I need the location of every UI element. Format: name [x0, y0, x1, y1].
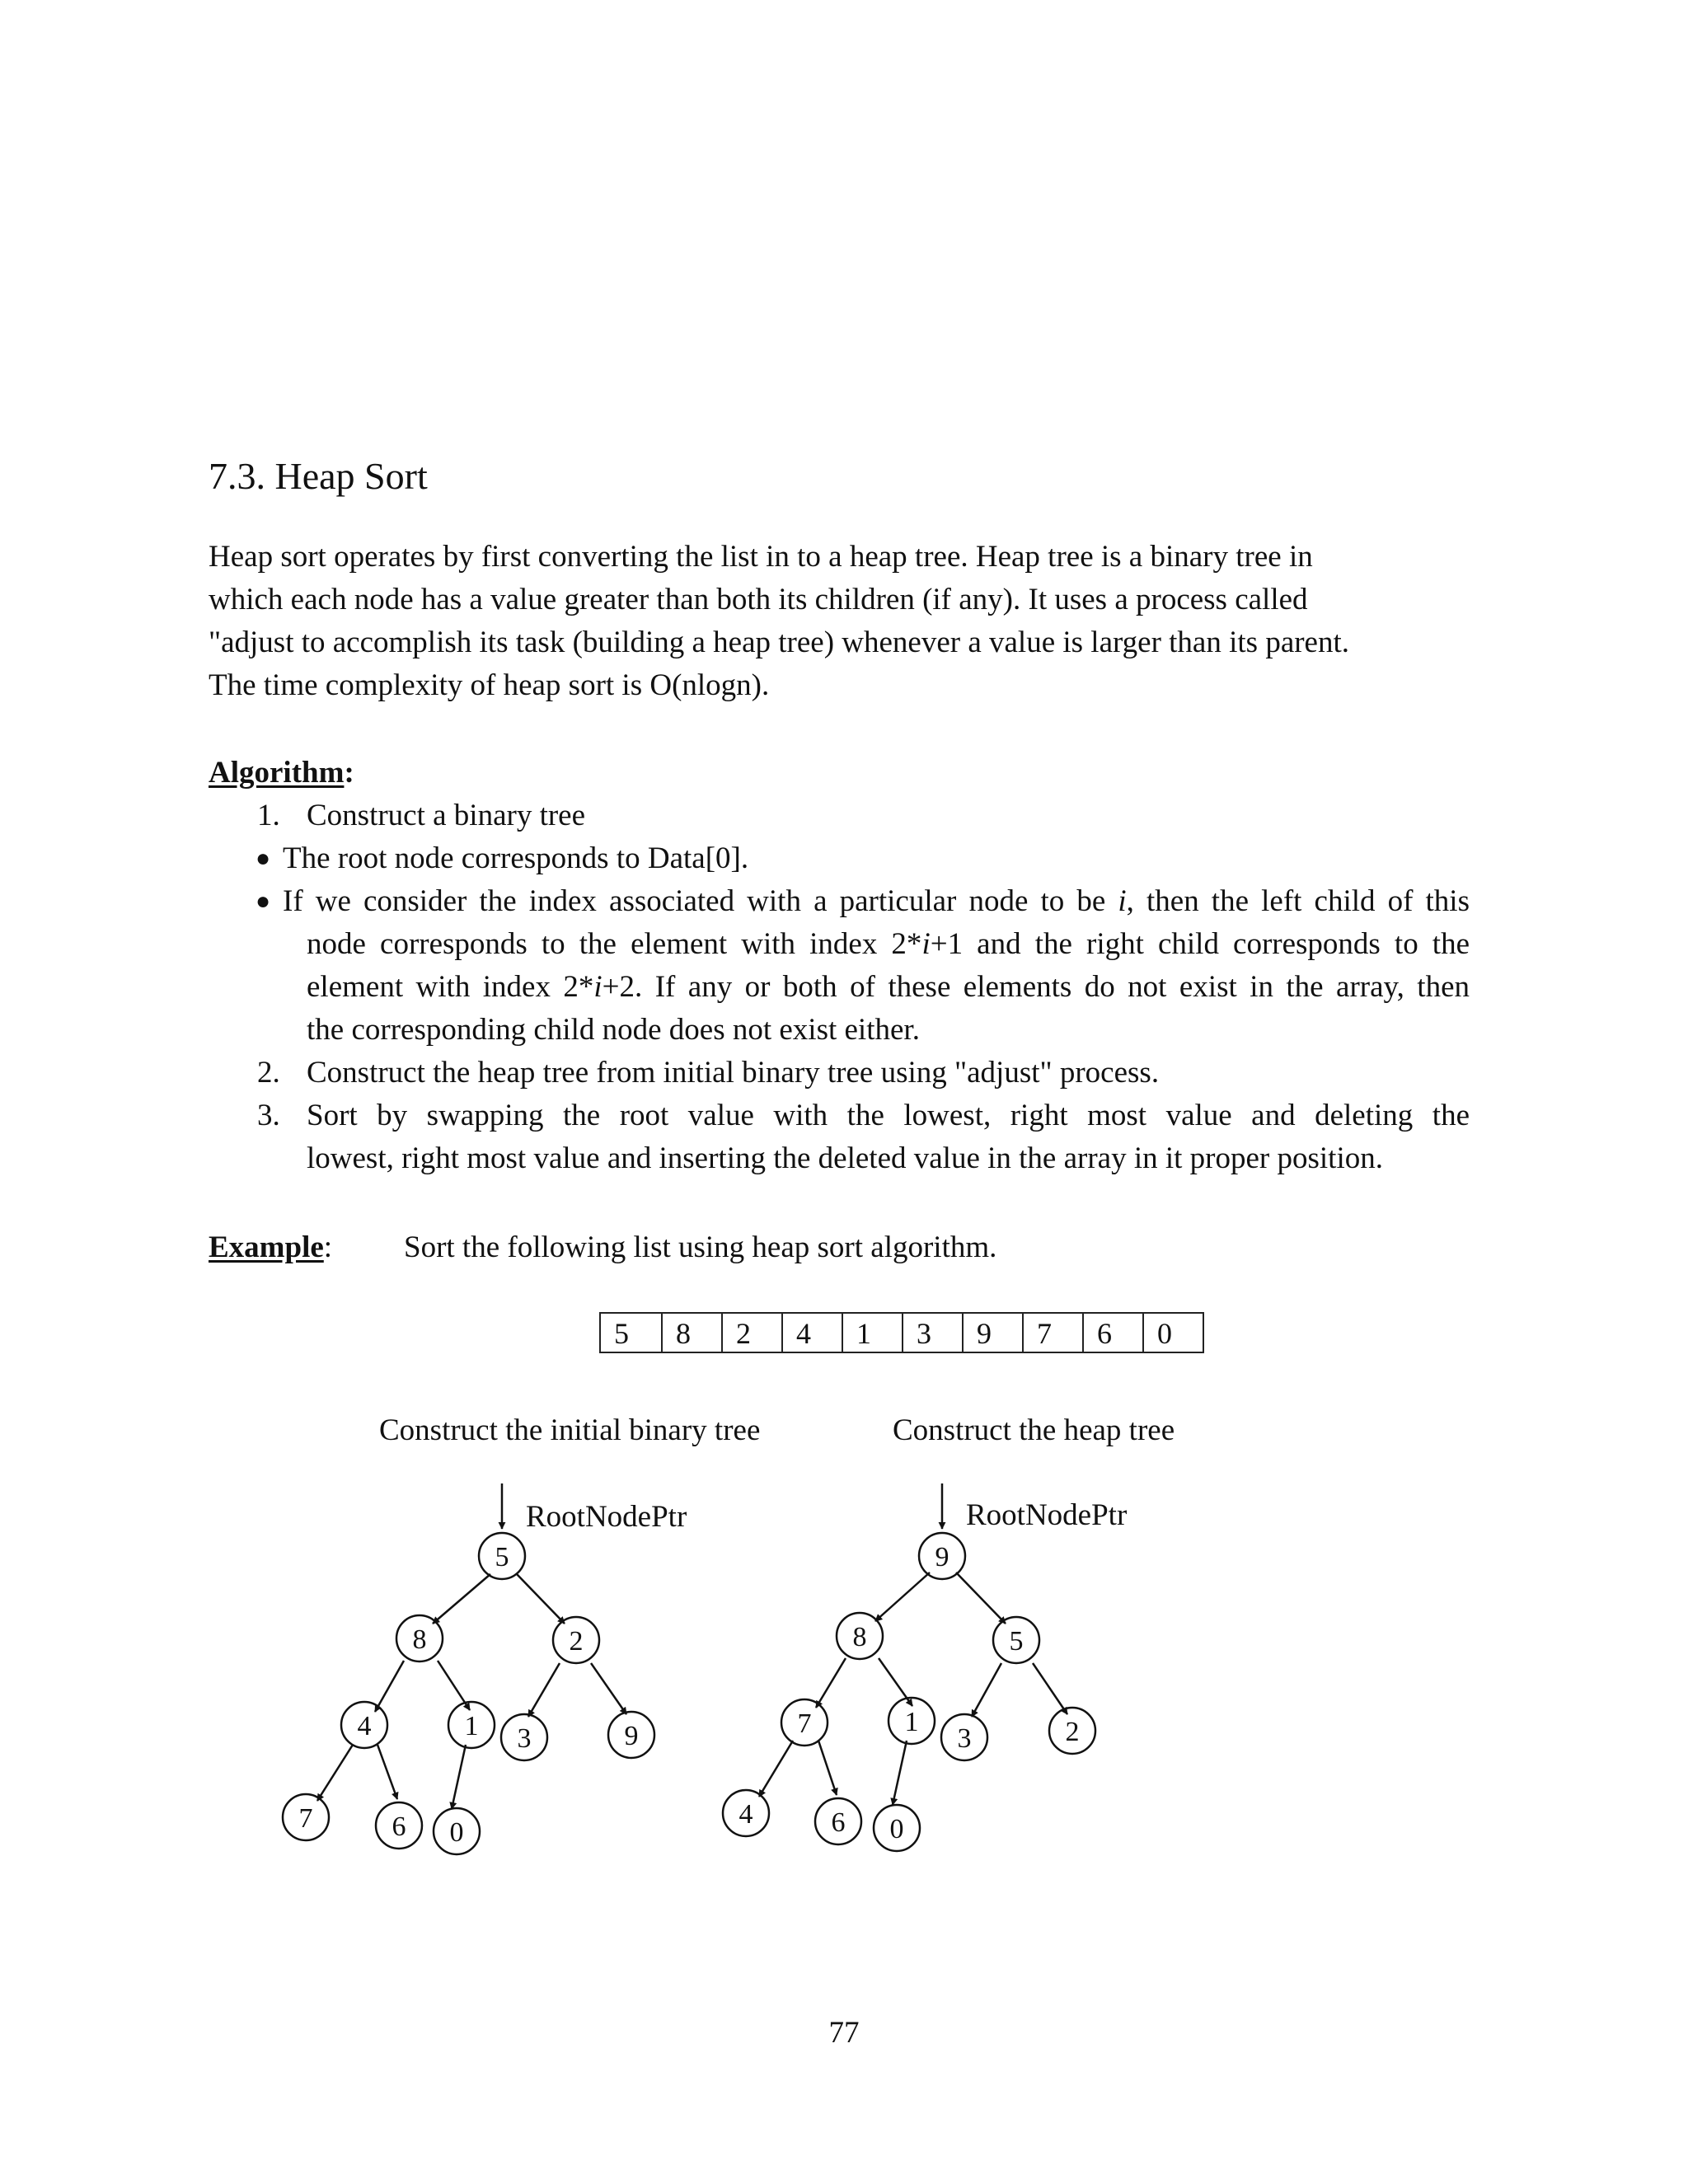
tree-node-label: 8 [852, 1622, 867, 1652]
array-cell: 0 [1144, 1312, 1204, 1353]
bullet-2-line-3-b: +2. If any or both of these elements do not exist in the array, then [602, 970, 1470, 1004]
example-colon: : [323, 1230, 333, 1264]
intro-line-3: "adjust to accomplish its task (building a heap tree) whenever a value is larger than its parent. [209, 626, 1350, 659]
step-3-line-1: Sort by swapping the root value with the lowest, right most value and deleting the [307, 1099, 1470, 1132]
tree-edge [377, 1745, 397, 1799]
heap-tree-caption: Construct the heap tree [893, 1413, 1175, 1447]
bullet-2-line-4: the corresponding child node does not exist either. [307, 1013, 920, 1047]
tree-node-label: 1 [904, 1707, 919, 1737]
tree-node-label: 2 [569, 1626, 584, 1657]
bullet-2-line-2-b: +1 and the right child corresponds to the [930, 927, 1470, 961]
step-3-number: 3. [257, 1099, 280, 1132]
array-cell: 9 [964, 1312, 1024, 1353]
tree-edge [818, 1741, 837, 1795]
tree-edge [433, 1574, 490, 1624]
root-pointer-label: RootNodePtr [966, 1498, 1128, 1532]
tree-node-label: 9 [624, 1721, 639, 1751]
bullet-2-text-b: , then the left child of this [1126, 884, 1470, 918]
heap-tree-labels [739, 1498, 1128, 1844]
tree-edge [759, 1741, 793, 1797]
section-title: 7.3. Heap Sort [209, 455, 428, 497]
index-variable: i [1118, 884, 1127, 918]
tree-edge [517, 1574, 565, 1624]
algorithm-heading-text: Algorithm [209, 756, 345, 790]
step-1-text: Construct a binary tree [307, 799, 586, 832]
tree-edge [816, 1658, 846, 1708]
tree-edge [875, 1572, 930, 1621]
index-variable: i [921, 927, 931, 961]
page-number: 77 [828, 2016, 860, 2050]
step-2-number: 2. [257, 1056, 280, 1090]
array-cell: 7 [1024, 1312, 1084, 1353]
initial-tree-labels [299, 1500, 687, 1848]
tree-node-label: 7 [797, 1708, 812, 1739]
tree-node-label: 5 [1009, 1626, 1024, 1657]
array-cell: 5 [601, 1312, 663, 1353]
array-cell: 8 [663, 1312, 723, 1353]
bullet-2-line-3-a: element with index 2* [307, 970, 594, 1004]
tree-edge [1033, 1663, 1067, 1714]
intro-line-1: Heap sort operates by first converting the list in to a heap tree. Heap tree is a binary tree in [209, 540, 1313, 574]
tree-edge [317, 1745, 353, 1801]
initial-binary-tree [283, 1483, 654, 1854]
tree-edge [528, 1663, 560, 1717]
bullet-icon: ● [256, 888, 271, 915]
tree-edge [972, 1663, 1001, 1717]
step-1-number: 1. [257, 799, 280, 832]
tree-node-label: 7 [298, 1803, 313, 1834]
tree-node-label: 3 [517, 1723, 532, 1754]
bullet-icon: ● [256, 845, 271, 872]
tree-node-label: 8 [412, 1624, 427, 1655]
root-pointer-label: RootNodePtr [526, 1500, 687, 1534]
example-label-text: Example [209, 1230, 324, 1264]
tree-node-label: 5 [495, 1542, 509, 1572]
tree-node-label: 2 [1065, 1717, 1080, 1747]
tree-node-label: 1 [464, 1711, 479, 1741]
algorithm-heading-colon: : [344, 756, 354, 790]
tree-edge [375, 1661, 404, 1712]
tree-edge [452, 1745, 466, 1809]
array-cell: 2 [723, 1312, 783, 1353]
bullet-2-text-a: If we consider the index associated with a particular node to be [283, 884, 1118, 918]
tree-edge [956, 1572, 1006, 1624]
array-cell: 6 [1084, 1312, 1144, 1353]
tree-node-label: 6 [392, 1811, 406, 1842]
tree-node-label: 4 [357, 1711, 372, 1741]
bullet-2-line-2-a: node corresponds to the element with index 2* [307, 927, 922, 961]
tree-node-label: 0 [449, 1817, 464, 1848]
initial-tree-caption: Construct the initial binary tree [379, 1413, 761, 1447]
tree-node-label: 6 [831, 1807, 846, 1838]
step-3-line-2: lowest, right most value and inserting the deleted value in the array in it proper position. [307, 1141, 1383, 1175]
intro-line-2: which each node has a value greater than both its children (if any). It uses a process called [209, 583, 1308, 616]
tree-node-label: 0 [889, 1814, 904, 1844]
tree-edge [591, 1663, 626, 1714]
intro-line-4: The time complexity of heap sort is O(nlogn). [209, 668, 770, 702]
example-text: Sort the following list using heap sort algorithm. [404, 1230, 997, 1264]
array-cell: 4 [783, 1312, 843, 1353]
bullet-1-text: The root node corresponds to Data[0]. [283, 841, 749, 875]
tree-node-label: 4 [738, 1799, 753, 1830]
tree-edge [893, 1741, 907, 1805]
heap-tree [723, 1483, 1095, 1851]
step-2-text: Construct the heap tree from initial binary tree using "adjust" process. [307, 1056, 1160, 1090]
index-variable: i [593, 970, 603, 1004]
tree-node-label: 9 [935, 1542, 950, 1572]
tree-node-label: 3 [957, 1723, 972, 1754]
array-cell: 3 [903, 1312, 964, 1353]
array-cell: 1 [843, 1312, 903, 1353]
